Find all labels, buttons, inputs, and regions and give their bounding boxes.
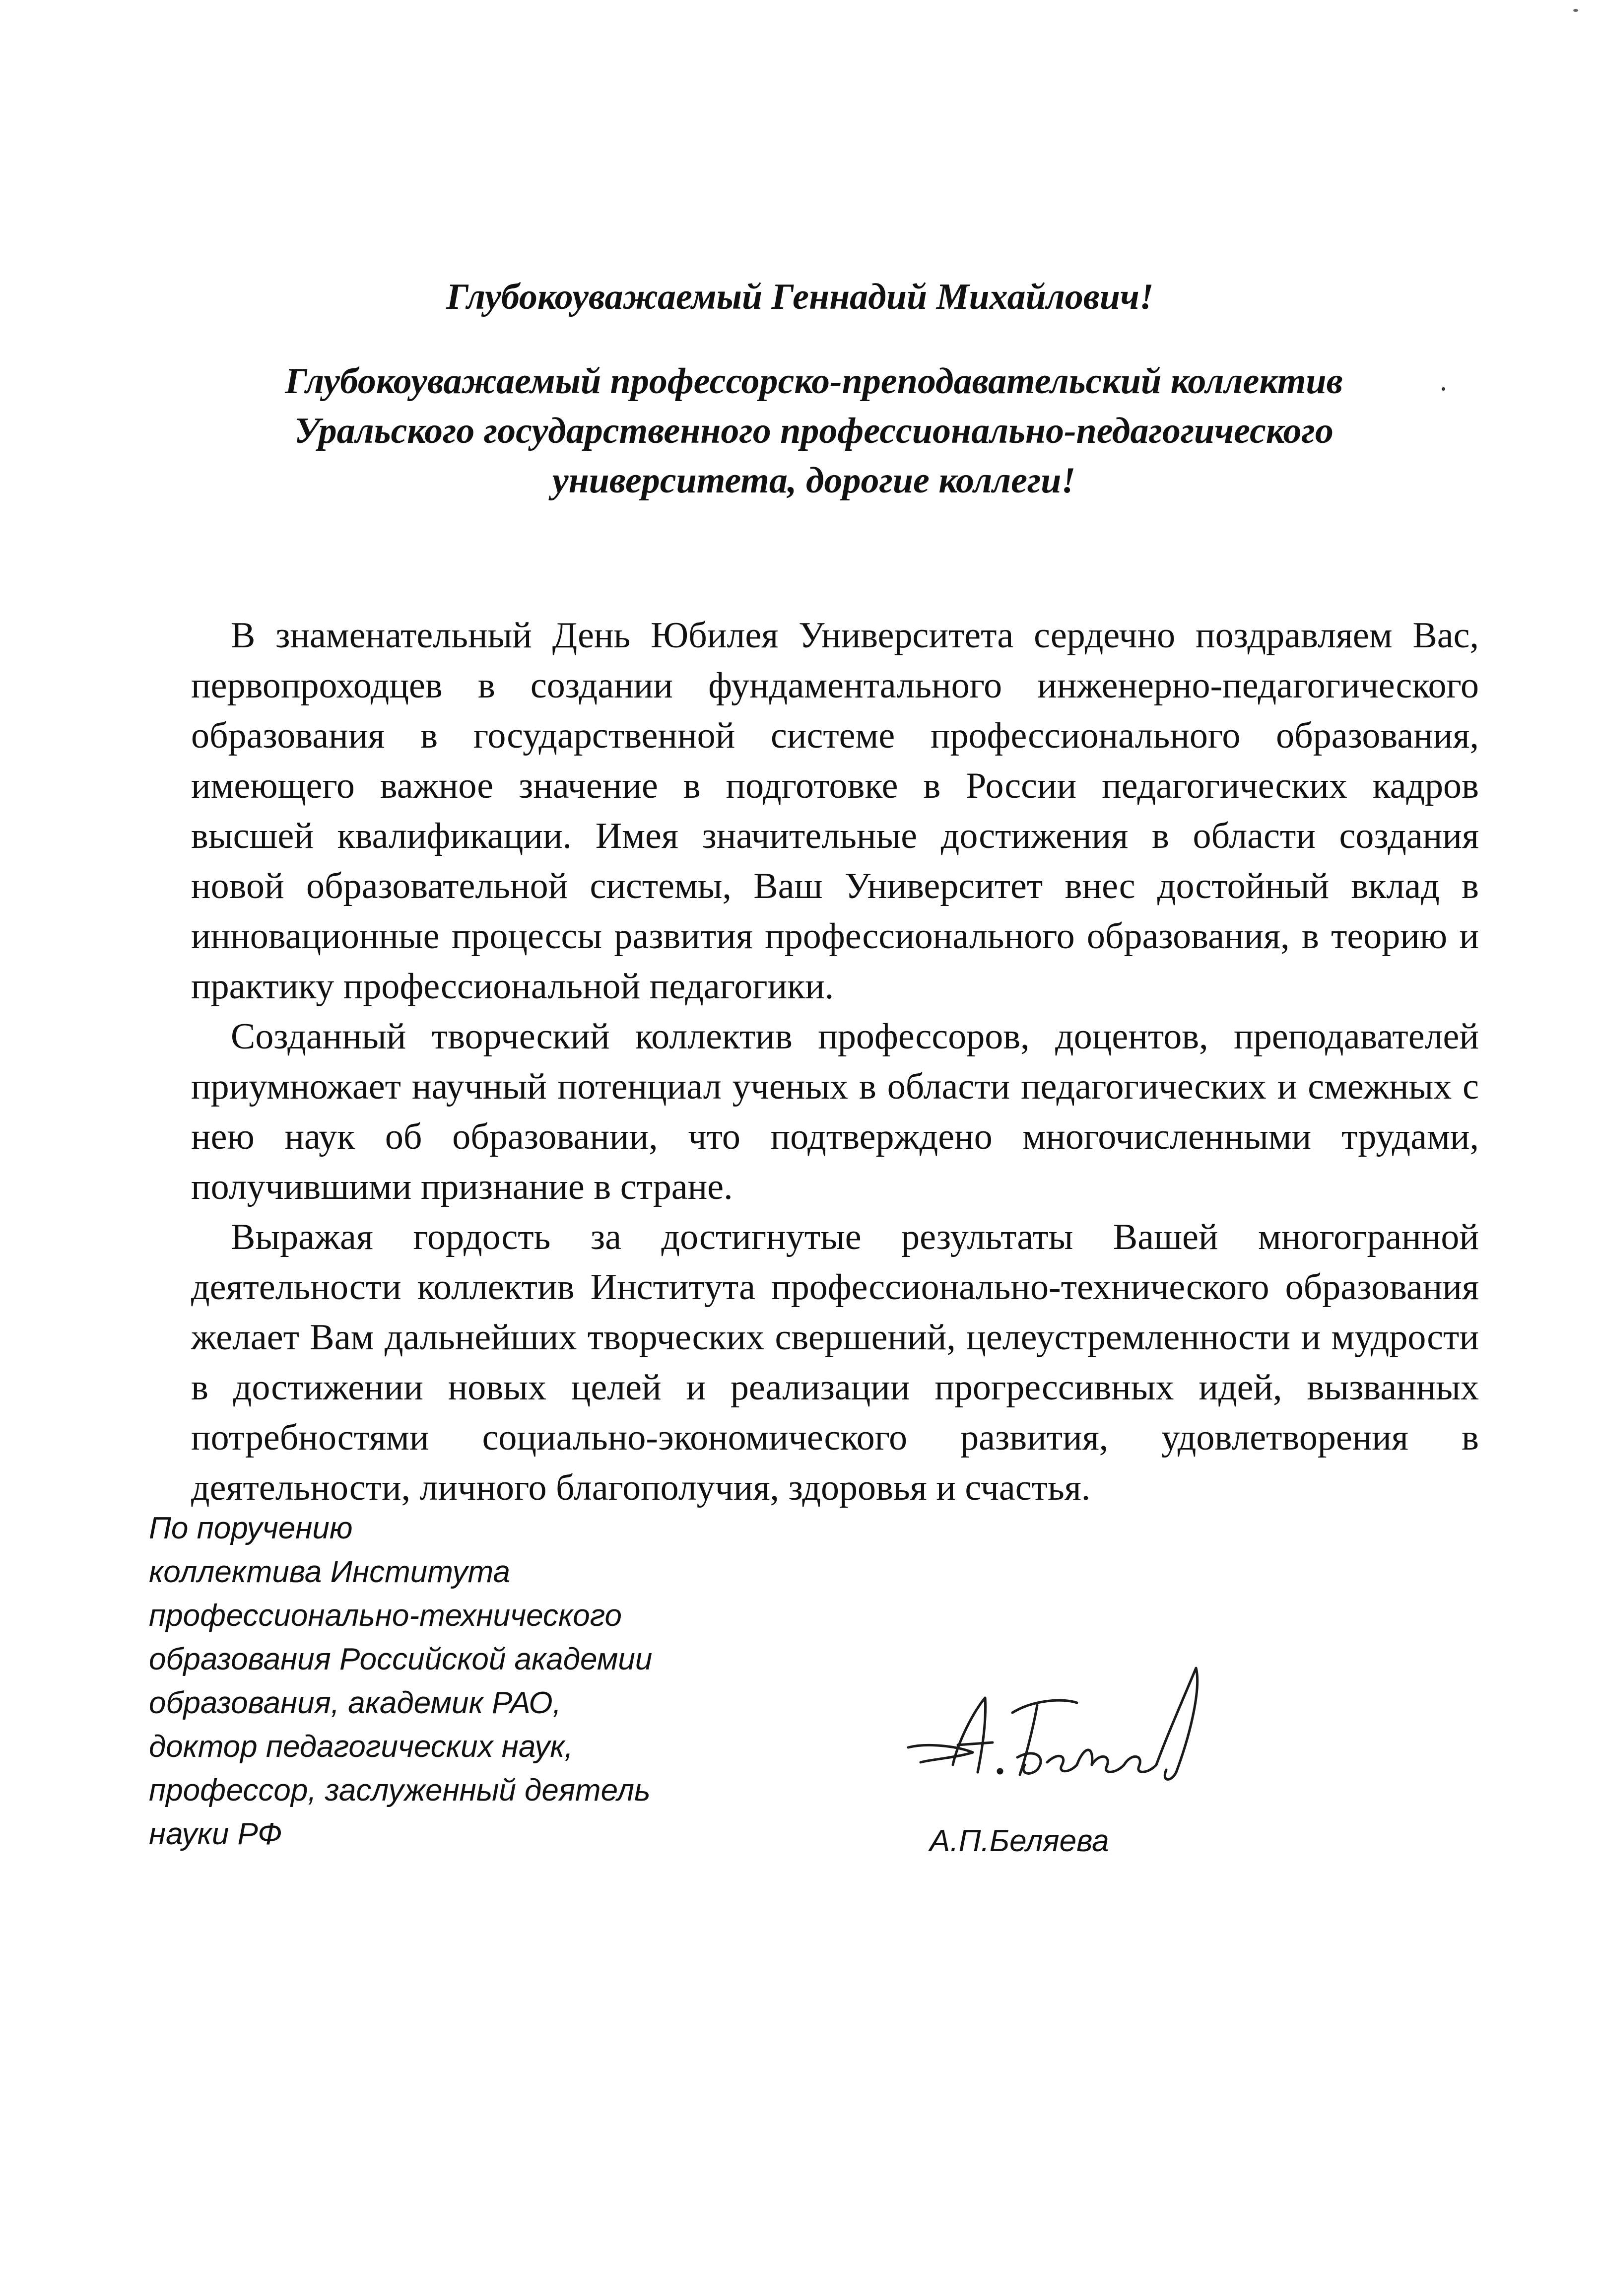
body-paragraph: Выражая гордость за достигнутые результаты Вашей многогранной деятельности коллектив Института профессионально-технического образования желает Вам дальнейших творческих свершений, целеустремленности и мудрости в достижении новых целей и реализации прогрессивных идей, вызванных потребностями социально-экономического развития, удовлетворения в деятельности, личного благополучия, здоровья и счастья.	[191, 1217, 1479, 1508]
letter-body	[191, 611, 1479, 1513]
signatory-title-block	[149, 1507, 893, 1856]
salutation-line: Уральского государственного профессионально-педагогического	[294, 411, 1333, 451]
signer-name: А.П.Беляева	[930, 1824, 1109, 1858]
signatory-line: образования, академик РАО,	[149, 1686, 561, 1720]
signatory-line: коллектива Института	[149, 1555, 510, 1589]
handwritten-signature-icon	[898, 1658, 1216, 1807]
scan-speck	[1573, 9, 1578, 12]
salutation-primary: Глубокоуважаемый Геннадий Михайлович!	[446, 277, 1154, 317]
signatory-line: науки РФ	[149, 1817, 282, 1851]
body-paragraph: В знаменательный День Юбилея Университета сердечно поздравляем Вас, первопроходцев в создании фундаментального инженерно-педагогического образования в государственной системе профессионального образования, имеющего важное значение в подготовке в России педагогических кадров высшей квалификации. Имея значительные достижения в области создания новой образовательной системы, Ваш Университет внес достойный вклад в инновационные процессы развития профессионального образования, в теорию и практику профессиональной педагогики.	[191, 615, 1479, 1007]
salutation-secondary	[208, 356, 1419, 505]
scan-speck	[1442, 387, 1445, 391]
signatory-line: доктор педагогических наук,	[149, 1730, 573, 1764]
signatory-line: профессионально-технического	[149, 1599, 622, 1633]
signatory-line: образования Российской академии	[149, 1642, 653, 1676]
signatory-line: профессор, заслуженный деятель	[149, 1773, 651, 1808]
salutation-line: Глубокоуважаемый профессорско-преподавательский коллектив	[285, 361, 1343, 402]
signatory-line: По поручению	[149, 1511, 353, 1545]
body-paragraph: Созданный творческий коллектив профессоров, доцентов, преподавателей приумножает научный потенциал ученых в области педагогических и смежных с нею наук об образовании, что подтверждено многочисленными трудами, получившими признание в стране.	[191, 1016, 1479, 1207]
salutation-line: университета, дорогие коллеги!	[552, 460, 1076, 501]
